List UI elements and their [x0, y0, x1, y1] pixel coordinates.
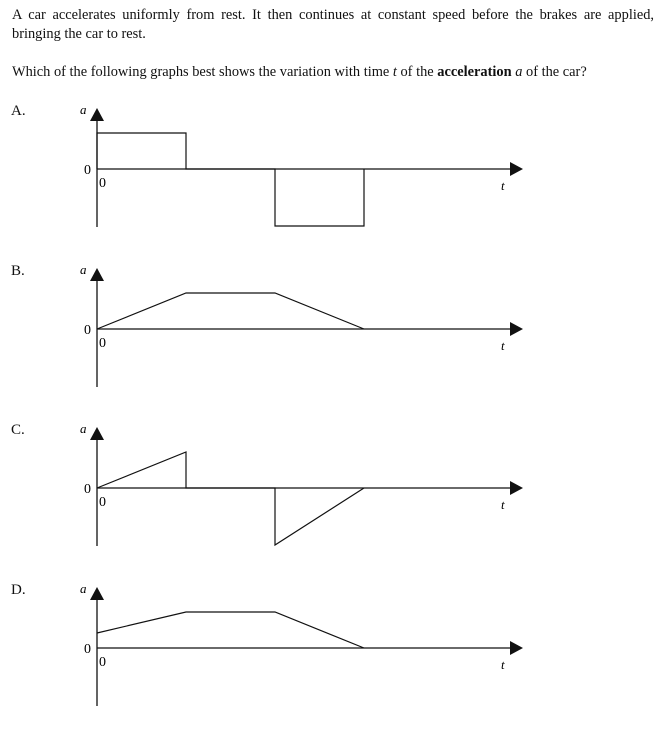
x-axis-arrow-icon	[510, 322, 523, 336]
x-axis-label: t	[501, 178, 505, 193]
option-letter: C.	[11, 422, 25, 438]
y-axis-label: a	[80, 581, 87, 596]
acceleration-curve	[97, 133, 364, 226]
x-axis-label: t	[501, 338, 505, 353]
acceleration-emphasis: acceleration	[437, 64, 512, 80]
origin-label-y: 0	[84, 482, 91, 497]
y-axis-arrow-icon	[90, 268, 104, 281]
question-stem: A car accelerates uniformly from rest. It then continues at constant speed before the brakes are applied, bringing the car to rest.	[12, 7, 654, 42]
origin-label-y: 0	[84, 323, 91, 338]
graph-a	[0, 103, 662, 263]
y-axis-label: a	[80, 102, 87, 117]
y-axis-arrow-icon	[90, 108, 104, 121]
origin-label-x: 0	[99, 176, 106, 191]
x-axis-label: t	[501, 497, 505, 512]
acceleration-symbol: a	[515, 64, 523, 80]
option-letter: A.	[11, 103, 26, 119]
option-d[interactable]	[0, 582, 662, 742]
x-axis-arrow-icon	[510, 641, 523, 655]
origin-label-x: 0	[99, 336, 106, 351]
y-axis-label: a	[80, 262, 87, 277]
origin-label-y: 0	[84, 642, 91, 657]
acceleration-curve	[97, 612, 364, 648]
origin-label-y: 0	[84, 163, 91, 178]
question-prompt: Which of the following graphs best shows the variation with time t of the acceleration a of the car?	[12, 64, 587, 80]
y-axis-label: a	[80, 421, 87, 436]
time-symbol: t	[392, 64, 397, 80]
x-axis-label: t	[501, 657, 505, 672]
acceleration-curve	[97, 293, 364, 329]
x-axis-arrow-icon	[510, 481, 523, 495]
option-c[interactable]	[0, 422, 662, 582]
graph-c	[0, 422, 662, 582]
origin-label-x: 0	[99, 655, 106, 670]
option-letter: B.	[11, 263, 25, 279]
x-axis-arrow-icon	[510, 162, 523, 176]
option-b[interactable]	[0, 263, 662, 423]
origin-label-x: 0	[99, 495, 106, 510]
graph-b	[0, 263, 662, 423]
acceleration-curve	[97, 452, 364, 545]
option-a[interactable]	[0, 103, 662, 263]
option-letter: D.	[11, 582, 26, 598]
y-axis-arrow-icon	[90, 587, 104, 600]
y-axis-arrow-icon	[90, 427, 104, 440]
graph-d	[0, 582, 662, 712]
